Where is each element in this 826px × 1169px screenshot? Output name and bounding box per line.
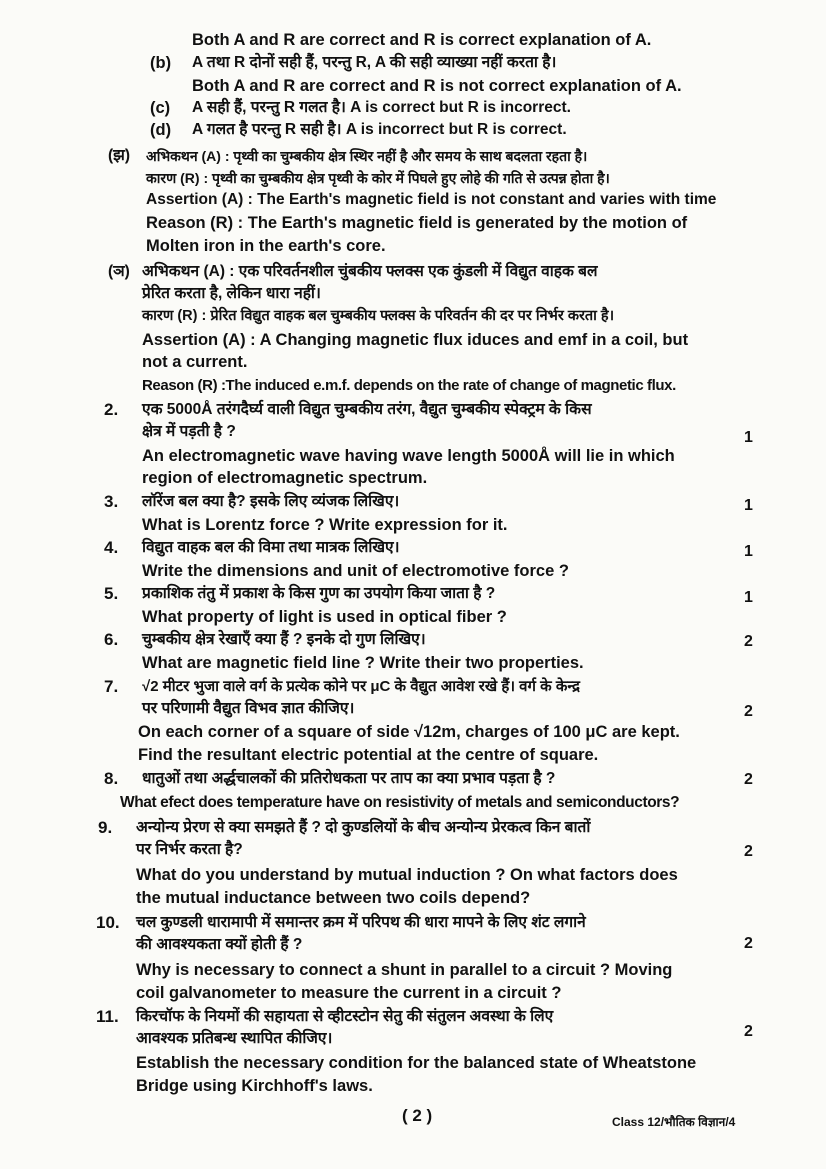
question-marks: 2 xyxy=(744,935,753,952)
question-hindi-cont: आवश्यक प्रतिबन्ध स्थापित कीजिए। xyxy=(136,1030,333,1047)
question-number: 8. xyxy=(104,769,119,788)
question-number: 6. xyxy=(104,630,119,649)
question-english: What do you understand by mutual induction ? On what factors does xyxy=(136,866,678,884)
sub-nya-label: (ञ) xyxy=(108,263,130,280)
option-a-english: Both A and R are correct and R is correct explanation of A. xyxy=(192,31,652,49)
option-c-label: (c) xyxy=(150,99,171,117)
sub-nya-assertion-english: Assertion (A) : A Changing magnetic flux iduces and emf in a coil, but xyxy=(142,331,689,349)
question-hindi: धातुओं तथा अर्द्धचालकों की प्रतिरोधकता पर ताप का क्या प्रभाव पड़ता है ? xyxy=(142,770,556,787)
sub-jha-assertion-english: Assertion (A) : The Earth's magnetic field is not constant and varies with time xyxy=(146,191,717,208)
question-english: What property of light is used in optical fiber ? xyxy=(142,608,507,626)
question-english: On each corner of a square of side √12m, charges of 100 μC are kept. xyxy=(138,723,680,741)
question-english-cont: the mutual inductance between two coils depend? xyxy=(136,889,531,907)
question-english: What is Lorentz force ? Write expression for it. xyxy=(142,516,508,534)
sub-nya-assertion-english-cont: not a current. xyxy=(142,353,248,371)
question-hindi: विद्युत वाहक बल की विमा तथा मात्रक लिखिए। xyxy=(142,539,400,556)
sub-jha-reason-hindi: कारण (R) : पृथ्वी का चुम्बकीय क्षेत्र पृथ्वी के कोर में पिघले हुए लोहे की गति से उत्पन्न होता है। xyxy=(146,170,610,186)
question-english-cont: coil galvanometer to measure the current in a circuit ? xyxy=(136,984,562,1002)
question-marks: 1 xyxy=(744,589,753,606)
question-number: 10. xyxy=(96,913,120,932)
question-marks: 1 xyxy=(744,497,753,514)
question-english-cont: Find the resultant electric potential at the centre of square. xyxy=(138,746,599,764)
question-number: 9. xyxy=(98,818,113,837)
question-hindi: √2 मीटर भुजा वाले वर्ग के प्रत्येक कोने पर μC के वैद्युत आवेश रखे हैं। वर्ग के केन्द्र xyxy=(142,678,580,695)
question-number: 5. xyxy=(104,584,119,603)
question-english: Establish the necessary condition for the balanced state of Wheatstone xyxy=(136,1054,697,1072)
question-hindi-cont: पर निर्भर करता है? xyxy=(136,841,243,858)
question-hindi-cont: क्षेत्र में पड़ती है ? xyxy=(142,423,236,440)
question-english-cont: region of electromagnetic spectrum. xyxy=(142,469,428,487)
option-b-english: Both A and R are correct and R is not correct explanation of A. xyxy=(192,77,682,95)
question-number: 2. xyxy=(104,400,119,419)
sub-jha-reason-english-cont: Molten iron in the earth's core. xyxy=(146,237,386,255)
option-b-label: (b) xyxy=(150,54,172,72)
question-hindi-cont: की आवश्यकता क्यों होती हैं ? xyxy=(136,936,303,953)
question-marks: 2 xyxy=(744,633,753,650)
question-hindi: चल कुण्डली धारामापी में समान्तर क्रम में परिपथ की धारा मापने के लिए शंट लगाने xyxy=(136,914,586,931)
question-hindi: लॉरेंज बल क्या है? इसके लिए व्यंजक लिखिए। xyxy=(142,493,400,510)
option-b-hindi: A तथा R दोनों सही हैं, परन्तु R, A की सही व्याख्या नहीं करता है। xyxy=(192,54,557,71)
question-marks: 2 xyxy=(744,771,753,788)
question-number: 11. xyxy=(96,1007,119,1026)
question-number: 3. xyxy=(104,492,119,511)
question-english: What are magnetic field line ? Write their two properties. xyxy=(142,654,584,672)
question-marks: 2 xyxy=(744,703,753,720)
question-hindi: किरचॉफ के नियमों की सहायता से व्हीटस्टोन सेतु की संतुलन अवस्था के लिए xyxy=(136,1008,554,1025)
question-number: 4. xyxy=(104,538,119,557)
option-c-text: A सही हैं, परन्तु R गलत है। A is correct but R is incorrect. xyxy=(192,99,571,116)
question-number: 7. xyxy=(104,677,119,696)
question-english: An electromagnetic wave having wave length 5000Å will lie in which xyxy=(142,447,675,465)
question-english-cont: Bridge using Kirchhoff's laws. xyxy=(136,1077,373,1095)
question-marks: 1 xyxy=(744,429,753,446)
question-hindi: चुम्बकीय क्षेत्र रेखाएँ क्या हैं ? इनके दो गुण लिखिए। xyxy=(142,631,426,648)
sub-nya-reason-english: Reason (R) :The induced e.m.f. depends on the rate of change of magnetic flux. xyxy=(142,377,676,394)
question-hindi: अन्योन्य प्रेरण से क्या समझते हैं ? दो कुण्डलियों के बीच अन्योन्य प्रेरकत्व किन बातों xyxy=(136,819,591,836)
question-english: What efect does temperature have on resistivity of metals and semiconductors? xyxy=(120,794,680,811)
question-hindi-cont: पर परिणामी वैद्युत विभव ज्ञात कीजिए। xyxy=(142,700,355,717)
sub-nya-assertion-hindi-cont: प्रेरित करता है, लेकिन धारा नहीं। xyxy=(142,285,321,302)
option-d-label: (d) xyxy=(150,121,172,139)
question-hindi: प्रकाशिक तंतु में प्रकाश के किस गुण का उपयोग किया जाता है ? xyxy=(142,585,496,602)
sub-jha-reason-english: Reason (R) : The Earth's magnetic field is generated by the motion of xyxy=(146,214,688,232)
page-number: ( 2 ) xyxy=(402,1106,433,1125)
sub-jha-label: (झ) xyxy=(108,147,131,164)
sub-nya-reason-hindi: कारण (R) : प्रेरित विद्युत वाहक बल चुम्बकीय फ्लक्स के परिवर्तन की दर पर निर्भर करता है। xyxy=(142,308,615,324)
question-marks: 2 xyxy=(744,843,753,860)
question-english: Write the dimensions and unit of electromotive force ? xyxy=(142,562,569,580)
question-hindi: एक 5000Å तरंगदैर्घ्य वाली विद्युत चुम्बकीय तरंग, वैद्युत चुम्बकीय स्पेक्ट्रम के किस xyxy=(142,401,592,418)
option-d-text: A गलत है परन्तु R सही है। A is incorrect but R is correct. xyxy=(192,121,567,138)
question-english: Why is necessary to connect a shunt in parallel to a circuit ? Moving xyxy=(136,961,673,979)
question-marks: 1 xyxy=(744,543,753,560)
sub-jha-assertion-hindi: अभिकथन (A) : पृथ्वी का चुम्बकीय क्षेत्र स्थिर नहीं है और समय के साथ बदलता रहता है। xyxy=(146,148,588,164)
class-label: Class 12/भौतिक विज्ञान/4 xyxy=(612,1115,736,1129)
sub-nya-assertion-hindi: अभिकथन (A) : एक परिवर्तनशील चुंबकीय फ्लक्स एक कुंडली में विद्युत वाहक बल xyxy=(142,263,598,280)
question-marks: 2 xyxy=(744,1023,753,1040)
